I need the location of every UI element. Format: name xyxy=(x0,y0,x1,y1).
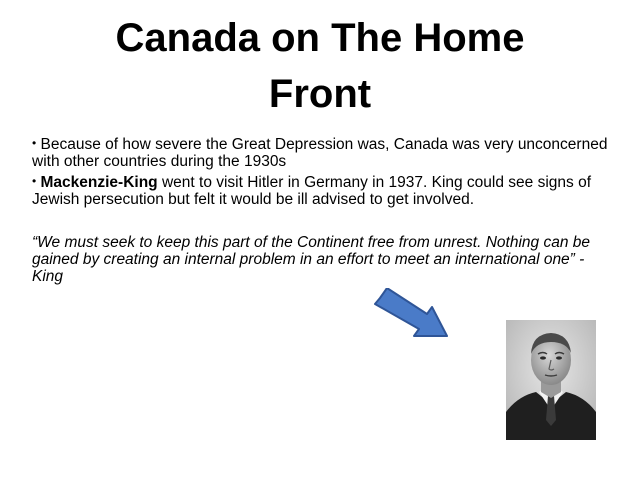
bullet-bold-name: Mackenzie-King xyxy=(40,174,158,191)
arrow-shape xyxy=(375,288,447,336)
bullet-item-2 xyxy=(32,173,612,208)
bullet-text: Because of how severe the Great Depression was, Canada was very unconcerned with other countries during the 1930s xyxy=(32,136,608,170)
portrait-drawing xyxy=(506,320,596,440)
arrow-right-down-icon xyxy=(372,288,452,344)
bullet-text: went to visit Hitler in Germany in 1937. King could see signs of Jewish persecution but felt it would be ill advised to get involved. xyxy=(32,174,592,208)
title-line-1: Canada on The Home xyxy=(115,16,525,60)
title-line-2: Front xyxy=(268,72,372,116)
king-quote: “We must seek to keep this part of the Continent free from unrest. Nothing can be gained by creating an internal problem in an effort to meet an international one” - King xyxy=(32,234,590,285)
bullet-list xyxy=(32,135,612,211)
bullet-item-1 xyxy=(32,135,612,170)
bullet-marker: • xyxy=(32,174,37,188)
portrait-photo xyxy=(506,320,596,440)
bullet-marker: • xyxy=(32,136,37,150)
slide-title xyxy=(60,10,580,122)
